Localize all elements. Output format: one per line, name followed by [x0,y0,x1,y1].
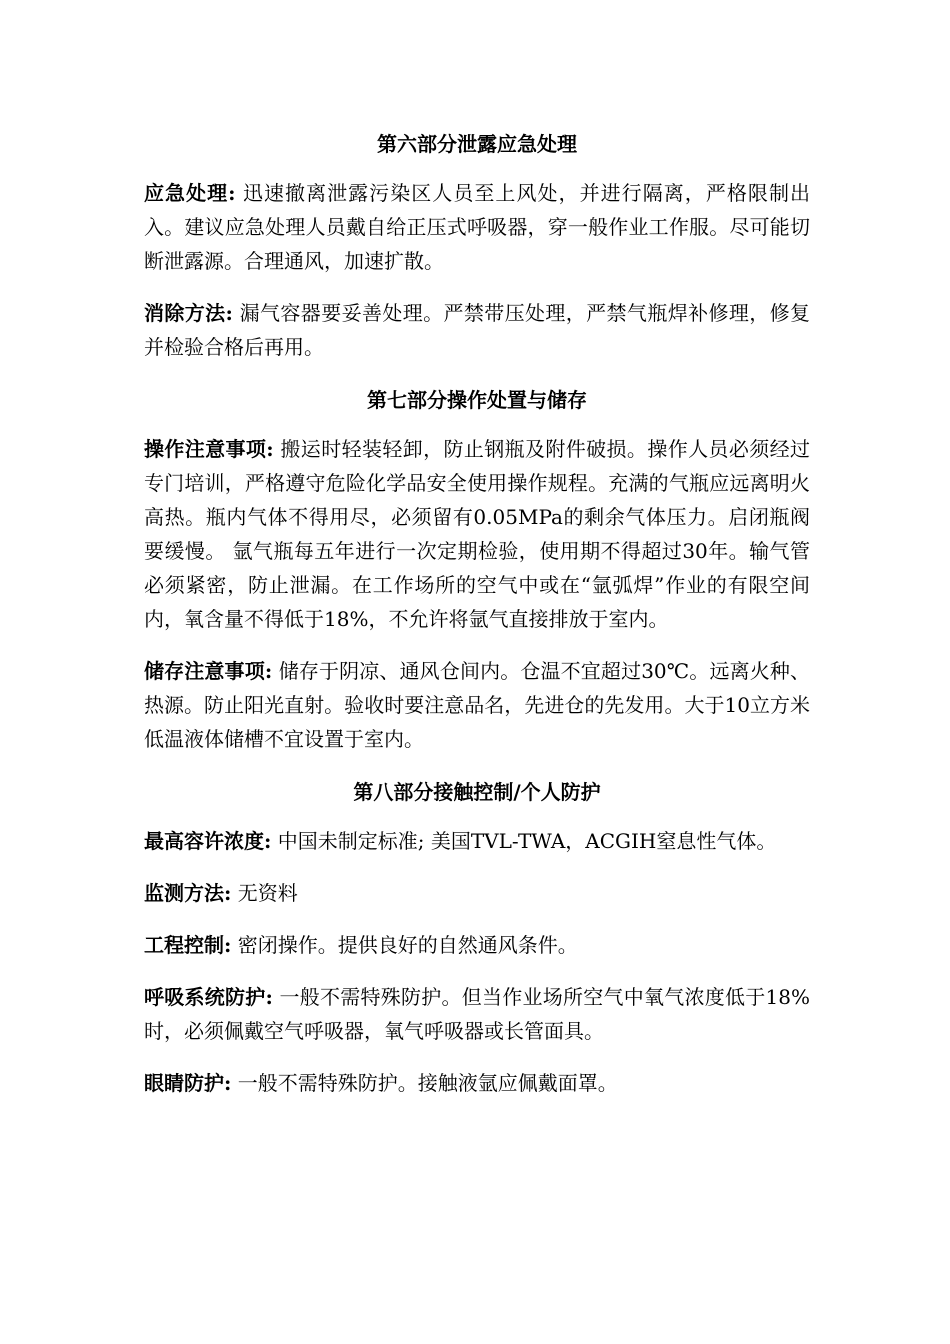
paragraph-label: 操作注意事项: [144,437,274,461]
paragraph-text: 中国未制定标准; 美国TVL-TWA，ACGIH窒息性气体。 [271,829,777,853]
paragraph-text: 一般不需特殊防护。但当作业场所空气中氧气浓度低于18%时，必须佩戴空气呼吸器，氧气呼吸器或长管面具。 [144,985,811,1043]
paragraph-eye-protection [144,1066,810,1100]
paragraph-storage-notes [144,654,810,756]
paragraph-label: 眼睛防护: [144,1071,232,1095]
paragraph-text: 迅速撤离泄露污染区人员至上风处，并进行隔离，严格限制出入。建议应急处理人员戴自给正压式呼吸器，穿一般作业工作服。尽可能切断泄露源。合理通风，加速扩散。 [144,181,810,273]
paragraph-text: 搬运时轻装轻卸，防止钢瓶及附件破损。操作人员必须经过专门培训，严格遵守危险化学品安全使用操作规程。充满的气瓶应远离明火高热。瓶内气体不得用尽，必须留有0.05MPa的剩余气体压力。启闭瓶阀要缓慢。 氩气瓶每五年进行一次定期检验，使用期不得超过30年。输气管必须紧密，防止泄漏。在工作场所的空气中或在“氩弧焊”作业的有限空间内，氧含量不得低于18%，不允许将氩气直接排放于室内。 [144,437,810,631]
paragraph-text: 无资料 [231,881,298,905]
paragraph-label: 最高容许浓度: [144,829,272,853]
section-8 [144,774,810,1100]
paragraph-text: 密闭操作。提供良好的自然通风条件。 [231,933,578,957]
paragraph-operation-notes [144,432,810,636]
paragraph-monitoring-method [144,876,810,910]
paragraph-max-concentration [144,824,810,858]
paragraph-label: 工程控制: [144,933,232,957]
paragraph-label: 呼吸系统防护: [144,985,273,1009]
paragraph-respiratory-protection [144,980,810,1048]
paragraph-label: 消除方法: [144,301,233,325]
section-title: 第八部分接触控制/个人防护 [353,780,601,804]
paragraph-engineering-control [144,928,810,962]
document-page [144,126,810,1118]
paragraph-label: 监测方法: [144,881,232,905]
section-6 [144,126,810,364]
paragraph-text: 漏气容器要妥善处理。严禁带压处理，严禁气瓶焊补修理，修复并检验合格后再用。 [144,301,810,359]
paragraph-text: 储存于阴凉、通风仓间内。仓温不宜超过30℃。远离火种、热源。防止阳光直射。验收时要注意品名，先进仓的先发用。大于10立方米低温液体储槽不宜设置于室内。 [144,659,810,751]
section-title: 第七部分操作处置与储存 [367,388,587,412]
paragraph-text: 一般不需特殊防护。接触液氩应佩戴面罩。 [231,1071,618,1095]
section-7 [144,382,810,756]
paragraph-label: 应急处理: [144,181,236,205]
paragraph-emergency-handling [144,176,810,278]
paragraph-elimination-method [144,296,810,364]
section-title: 第六部分泄露应急处理 [377,132,577,156]
paragraph-label: 储存注意事项: [144,659,273,683]
